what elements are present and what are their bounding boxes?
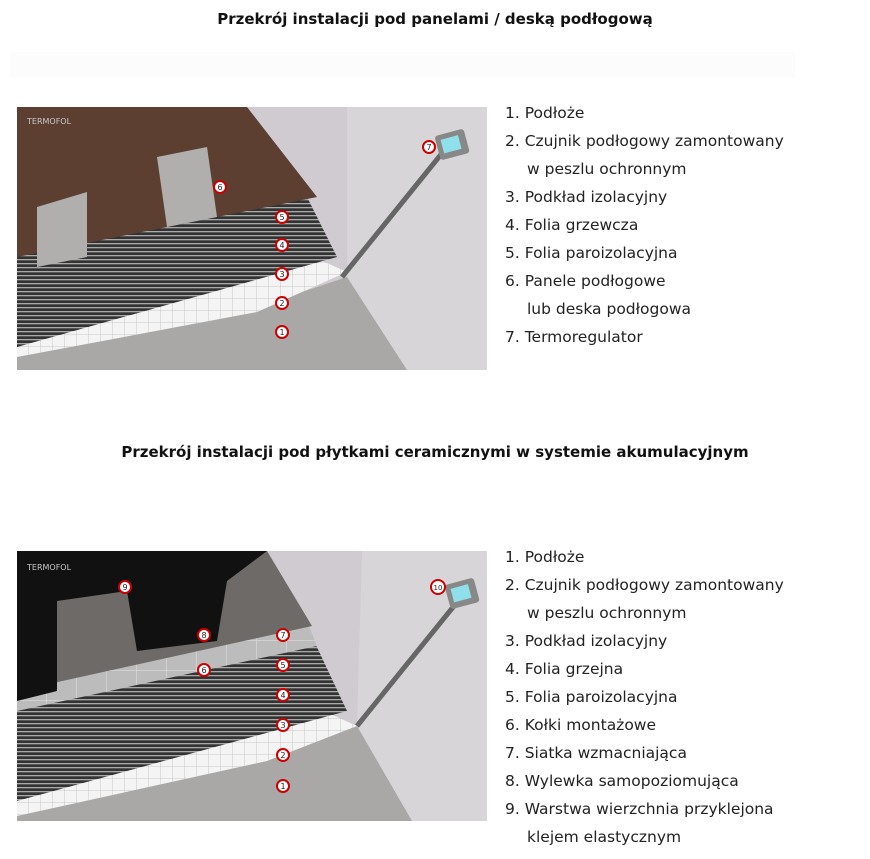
marker-9 — [119, 581, 131, 593]
svg-text:5: 5 — [279, 213, 285, 222]
marker-2 — [276, 297, 288, 309]
legend-item: 3. Podkład izolacyjny — [505, 188, 668, 206]
legend-item: w peszlu ochronnym — [527, 604, 687, 622]
legend-item: 5. Folia paroizolacyjna — [505, 244, 678, 262]
marker-10 — [431, 580, 445, 594]
termofol-logo: TERMOFOL — [27, 117, 72, 126]
legend-item: w peszlu ochronnym — [527, 160, 687, 178]
svg-text:2: 2 — [280, 751, 286, 760]
legend-item: 9. Warstwa wierzchnia przyklejona — [505, 800, 774, 818]
svg-text:6: 6 — [217, 183, 223, 192]
svg-text:3: 3 — [280, 721, 286, 730]
marker-4 — [276, 239, 288, 251]
svg-text:7: 7 — [280, 631, 286, 640]
marker-5 — [277, 659, 289, 671]
svg-text:6: 6 — [201, 666, 207, 675]
legend-item: 6. Kołki montażowe — [505, 716, 657, 734]
svg-text:4: 4 — [279, 241, 285, 250]
svg-text:5: 5 — [280, 661, 286, 670]
marker-8 — [198, 629, 210, 641]
legend-item: 2. Czujnik podłogowy zamontowany — [505, 132, 784, 150]
legend-item: 1. Podłoże — [505, 548, 585, 566]
panels-installation-figure — [17, 107, 487, 370]
tiles-installation-figure — [17, 551, 487, 821]
section1-legend-list — [505, 99, 784, 351]
section2-title: Przekrój instalacji pod płytkami ceramicznymi w systemie akumulacyjnym — [121, 443, 749, 461]
svg-text:1: 1 — [280, 782, 286, 791]
svg-text:9: 9 — [122, 583, 128, 592]
legend-item: 2. Czujnik podłogowy zamontowany — [505, 576, 784, 594]
svg-text:3: 3 — [279, 270, 285, 279]
legend-item: 6. Panele podłogowe — [505, 272, 666, 290]
legend-item: 1. Podłoże — [505, 104, 585, 122]
legend-item: lub deska podłogowa — [527, 300, 692, 318]
svg-text:1: 1 — [279, 328, 285, 337]
legend-item: 4. Folia grzewcza — [505, 216, 639, 234]
marker-5 — [276, 211, 288, 223]
legend-item: 7. Termoregulator — [505, 328, 643, 346]
legend-item: 3. Podkład izolacyjny — [505, 632, 668, 650]
marker-7 — [277, 629, 289, 641]
termofol-logo: TERMOFOL — [27, 563, 72, 572]
svg-text:2: 2 — [279, 299, 285, 308]
section2-legend-list — [505, 543, 784, 851]
svg-text:10: 10 — [433, 584, 443, 592]
marker-3 — [276, 268, 288, 280]
spacer-band — [10, 52, 795, 78]
legend-item: 7. Siatka wzmacniająca — [505, 744, 687, 762]
marker-6 — [214, 181, 226, 193]
svg-text:4: 4 — [280, 691, 286, 700]
legend-item: 4. Folia grzejna — [505, 660, 624, 678]
marker-3 — [277, 719, 289, 731]
marker-7 — [423, 141, 435, 153]
section1-title: Przekrój instalacji pod panelami / deską podłogową — [217, 10, 653, 28]
svg-text:7: 7 — [426, 143, 432, 152]
marker-2 — [277, 749, 289, 761]
legend-item: klejem elastycznym — [527, 828, 682, 846]
marker-6 — [198, 664, 210, 676]
svg-text:8: 8 — [201, 631, 207, 640]
marker-1 — [276, 326, 288, 338]
legend-item: 5. Folia paroizolacyjna — [505, 688, 678, 706]
legend-item: 8. Wylewka samopoziomująca — [505, 772, 739, 790]
marker-1 — [277, 780, 289, 792]
marker-4 — [277, 689, 289, 701]
